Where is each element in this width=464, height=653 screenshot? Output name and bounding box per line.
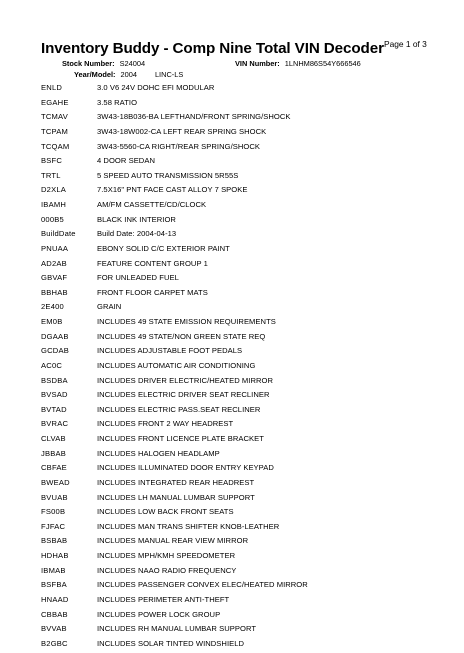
option-code: BVSAD	[41, 390, 68, 400]
option-row	[41, 536, 441, 551]
option-row	[41, 273, 441, 288]
option-row	[41, 361, 441, 376]
option-row	[41, 185, 441, 200]
stock-number-label: Stock Number:	[62, 59, 115, 68]
option-description: AM/FM CASSETTE/CD/CLOCK	[97, 200, 207, 209]
option-row	[41, 142, 441, 157]
option-description: 5 SPEED AUTO TRANSMISSION 5R55S	[97, 170, 239, 180]
option-description: INCLUDES PERIMETER ANTI-THEFT	[97, 594, 230, 604]
option-description: INCLUDES FRONT 2 WAY HEADREST	[97, 419, 234, 429]
option-code-list	[41, 83, 441, 653]
option-code: IBAMH	[41, 200, 67, 209]
option-row	[41, 259, 441, 274]
option-row	[41, 566, 441, 581]
option-row	[41, 390, 441, 405]
option-code: FJFAC	[41, 521, 66, 531]
option-code: AC0C	[41, 360, 63, 370]
model-value: LINC-LS	[154, 70, 184, 79]
option-code: FS00B	[41, 507, 66, 517]
option-description: FRONT FLOOR CARPET MATS	[97, 287, 208, 297]
option-code: TCPAM	[41, 126, 69, 136]
option-description: INCLUDES ELECTRIC DRIVER SEAT RECLINER	[97, 390, 270, 400]
option-description: INCLUDES SOLAR TINTED WINDSHIELD	[97, 638, 245, 648]
option-row	[41, 244, 441, 259]
option-description: INCLUDES PASSENGER CONVEX ELEC/HEATED MIRROR	[97, 580, 308, 590]
option-code: TRTL	[41, 170, 61, 180]
option-code: 000B5	[41, 214, 64, 224]
option-row	[41, 434, 441, 449]
option-description: GRAIN	[97, 302, 122, 312]
option-row	[41, 478, 441, 493]
option-description: BLACK INK INTERIOR	[97, 214, 176, 224]
option-row	[41, 507, 441, 522]
page-number: Page 1 of 3	[384, 39, 427, 49]
option-description: INCLUDES AUTOMATIC AIR CONDITIONING	[97, 360, 256, 370]
option-code: BSDBA	[41, 375, 68, 385]
option-row	[41, 83, 441, 98]
option-row	[41, 405, 441, 420]
option-description: INCLUDES ILLUMINATED DOOR ENTRY KEYPAD	[97, 463, 274, 473]
option-code: EGAHE	[41, 97, 69, 107]
option-code: BBHAB	[41, 287, 68, 297]
option-description: FOR UNLEADED FUEL	[97, 273, 179, 283]
option-code: GBVAF	[41, 273, 68, 283]
option-code: BWEAD	[41, 477, 70, 487]
option-description: INCLUDES POWER LOCK GROUP	[97, 609, 221, 619]
option-row	[41, 98, 441, 113]
option-description: INCLUDES ELECTRIC PASS.SEAT RECLINER	[97, 404, 261, 414]
option-code: PNUAA	[41, 243, 69, 253]
option-code: BVUAB	[41, 492, 68, 502]
option-row	[41, 522, 441, 537]
option-row	[41, 419, 441, 434]
option-code: TCQAM	[41, 141, 70, 151]
option-description: INCLUDES 49 STATE/NON GREEN STATE REQ	[97, 331, 266, 341]
vin-number-label: VIN Number:	[235, 59, 280, 68]
option-code: HNAAD	[41, 594, 69, 604]
option-description: 3W43-18W002-CA LEFT REAR SPRING SHOCK	[97, 126, 267, 136]
stock-number-value: S24004	[119, 59, 146, 68]
option-description: 4 DOOR SEDAN	[97, 156, 155, 166]
option-code: TCMAV	[41, 112, 69, 122]
option-description: INCLUDES NAAO RADIO FREQUENCY	[97, 565, 237, 575]
option-row	[41, 551, 441, 566]
option-row	[41, 449, 441, 464]
option-description: INCLUDES HALOGEN HEADLAMP	[97, 448, 220, 458]
document-title: Inventory Buddy - Comp Nine Total VIN Decoder	[41, 40, 384, 57]
option-description: 3W43-5560-CA RIGHT/REAR SPRING/SHOCK	[97, 141, 260, 151]
option-description: INCLUDES MPH/KMH SPEEDOMETER	[97, 551, 236, 560]
year-value: 2004	[120, 70, 137, 79]
option-code: ENLD	[41, 83, 63, 92]
option-code: CBFAE	[41, 463, 67, 473]
option-row	[41, 332, 441, 347]
year-model-label: Year/Model:	[74, 70, 116, 79]
year-model-line	[74, 70, 183, 79]
option-code: JBBAB	[41, 448, 67, 458]
stock-number-line	[62, 59, 145, 68]
option-row	[41, 288, 441, 303]
option-description: INCLUDES FRONT LICENCE PLATE BRACKET	[97, 434, 264, 443]
option-row	[41, 302, 441, 317]
option-code: D2XLA	[41, 185, 67, 195]
option-description: INCLUDES MANUAL REAR VIEW MIRROR	[97, 536, 249, 546]
vin-number-line	[235, 59, 361, 68]
option-row	[41, 624, 441, 639]
option-code: B2GBC	[41, 638, 68, 648]
option-row	[41, 580, 441, 595]
vin-number-value: 1LNHM86S54Y666546	[284, 59, 361, 68]
option-code: GCDAB	[41, 346, 70, 356]
option-row	[41, 317, 441, 332]
option-row	[41, 639, 441, 653]
option-row	[41, 112, 441, 127]
option-description: INCLUDES RH MANUAL LUMBAR SUPPORT	[97, 624, 257, 634]
option-code: IBMAB	[41, 565, 66, 575]
option-description: INCLUDES DRIVER ELECTRIC/HEATED MIRROR	[97, 375, 274, 385]
option-code: BuildDate	[41, 229, 76, 239]
option-row	[41, 171, 441, 186]
option-description: INCLUDES ADJUSTABLE FOOT PEDALS	[97, 346, 243, 356]
option-code: BSBAB	[41, 536, 68, 546]
option-code: BVRAC	[41, 419, 69, 429]
option-code: 2E400	[41, 302, 64, 312]
option-description: 3W43-18B036-BA LEFTHAND/FRONT SPRING/SHOCK	[97, 112, 291, 122]
option-row	[41, 200, 441, 215]
option-code: EM0B	[41, 317, 63, 326]
option-code: BVVAB	[41, 624, 67, 634]
option-code: BVTAD	[41, 404, 67, 414]
option-description: 3.0 V6 24V DOHC EFI MODULAR	[97, 83, 215, 92]
option-description: 7.5X16" PNT FACE CAST ALLOY 7 SPOKE	[97, 185, 248, 195]
option-description: INCLUDES LOW BACK FRONT SEATS	[97, 507, 234, 517]
option-description: EBONY SOLID C/C EXTERIOR PAINT	[97, 243, 230, 253]
option-description: 3.58 RATIO	[97, 97, 138, 107]
option-code: CBBAB	[41, 609, 68, 619]
option-code: AD2AB	[41, 258, 67, 268]
option-description: FEATURE CONTENT GROUP 1	[97, 258, 208, 268]
option-row	[41, 229, 441, 244]
option-code: CLVAB	[41, 434, 66, 443]
option-row	[41, 376, 441, 391]
option-code: BSFC	[41, 156, 63, 166]
option-code: DGAAB	[41, 331, 69, 341]
option-description: Build Date: 2004-04-13	[97, 229, 177, 239]
option-row	[41, 346, 441, 361]
option-description: INCLUDES LH MANUAL LUMBAR SUPPORT	[97, 492, 255, 502]
option-row	[41, 156, 441, 171]
option-row	[41, 610, 441, 625]
option-row	[41, 463, 441, 478]
option-description: INCLUDES INTEGRATED REAR HEADREST	[97, 477, 255, 487]
option-code: HDHAB	[41, 551, 69, 560]
option-description: INCLUDES MAN TRANS SHIFTER KNOB-LEATHER	[97, 521, 280, 531]
option-row	[41, 493, 441, 508]
option-row	[41, 127, 441, 142]
option-description: INCLUDES 49 STATE EMISSION REQUIREMENTS	[97, 317, 276, 326]
option-row	[41, 595, 441, 610]
option-code: BSFBA	[41, 580, 67, 590]
option-row	[41, 215, 441, 230]
